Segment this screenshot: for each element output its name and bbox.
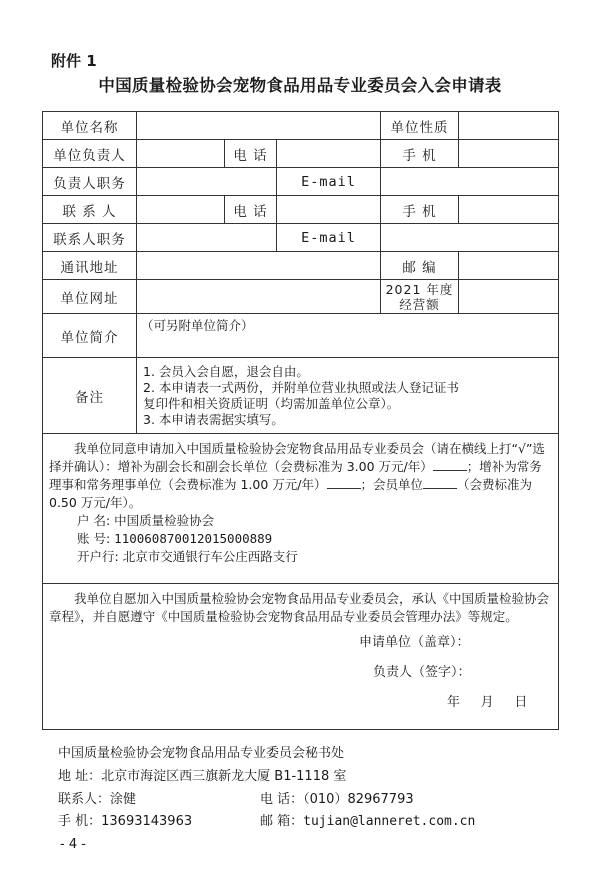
intro-hint: （可另附单位简介） <box>141 318 254 333</box>
mobile-label: 手 机 <box>381 140 459 168</box>
form-title: 中国质量检验协会宠物食品用品专业委员会入会申请表 <box>98 76 502 95</box>
phone-input[interactable] <box>277 140 381 168</box>
apply-text-1: 我单位同意申请加入中国质量检验协会宠物食品用品专业委员会（请在横线上打“√”选择并确认）：增补为副会长和副会长单位（会费标准为 3.00 万元/年） <box>49 441 545 474</box>
postcode-label: 邮 编 <box>381 252 459 280</box>
account-name-row <box>49 512 552 530</box>
intro-input[interactable] <box>137 314 559 358</box>
address-input[interactable] <box>137 252 381 280</box>
footer-mobile <box>58 810 192 829</box>
note-3: 3. 本申请表需据实填写。 <box>143 411 284 427</box>
footer-address-label: 地 址： <box>58 769 102 784</box>
footer-tel-label: 电 话： <box>260 792 304 807</box>
intro-label: 单位简介 <box>43 314 137 358</box>
bank-row <box>49 548 552 566</box>
footer-email <box>260 810 475 829</box>
email-input[interactable] <box>381 168 559 196</box>
address-label: 通讯地址 <box>43 252 137 280</box>
member-unit-option-blank[interactable] <box>423 476 457 489</box>
head-position-label: 负责人职务 <box>43 168 137 196</box>
footer-mobile-value: 13693143963 <box>101 814 193 829</box>
remarks-label: 备注 <box>43 358 137 434</box>
unit-nature-label: 单位性质 <box>381 112 459 140</box>
footer-contact-value: 涂健 <box>110 792 137 807</box>
membership-pledge <box>43 584 559 730</box>
unit-head-input[interactable] <box>137 140 225 168</box>
unit-nature-input[interactable] <box>459 112 559 140</box>
account-number-row <box>49 530 552 548</box>
mobile2-input[interactable] <box>459 196 559 224</box>
note-2b: 复印件和相关资质证明（均需加盖单位公章）。 <box>143 395 400 411</box>
bank-label: 开户行: <box>77 549 119 564</box>
contact-input[interactable] <box>137 196 225 224</box>
revenue-input[interactable] <box>459 280 559 314</box>
contact-label: 联 系 人 <box>43 196 137 224</box>
executive-director-option-blank[interactable] <box>327 476 361 489</box>
applicant-seal-label: 申请单位（盖章）： <box>359 635 470 650</box>
footer-email-value[interactable]: tujian@lanneret.com.cn <box>303 814 476 829</box>
unit-name-input[interactable] <box>137 112 381 140</box>
attachment-label: 附件 1 <box>51 52 97 70</box>
footer-contact-label: 联系人： <box>58 792 111 807</box>
mobile-input[interactable] <box>459 140 559 168</box>
phone-label: 电 话 <box>225 140 277 168</box>
unit-name-label: 单位名称 <box>43 112 137 140</box>
revenue-label-line1: 2021 年度 <box>385 281 454 297</box>
website-input[interactable] <box>137 280 381 314</box>
note-2a: 2. 本申请表一式两份，并附单位营业执照或法人登记证书 <box>143 379 459 395</box>
email-label: E-mail <box>277 168 381 196</box>
pledge-text: 我单位自愿加入中国质量检验协会宠物食品用品专业委员会，承认《中国质量检验协会章程》，并自愿遵守《中国质量检验协会宠物食品用品专业委员会管理办法》等规定。 <box>49 591 550 624</box>
page-number: - 4 - <box>60 837 86 852</box>
phone2-input[interactable] <box>277 196 381 224</box>
remarks-notes <box>137 358 559 434</box>
email2-input[interactable] <box>381 224 559 252</box>
apply-text-3: ；会员单位 <box>360 477 424 492</box>
application-form <box>42 111 559 730</box>
phone2-label: 电 话 <box>225 196 277 224</box>
account-name-label: 户 名: <box>77 513 111 528</box>
email2-label: E-mail <box>277 224 381 252</box>
membership-application <box>43 434 559 584</box>
website-label: 单位网址 <box>43 280 137 314</box>
vice-president-option-blank[interactable] <box>433 458 467 471</box>
membership-options <box>49 440 552 512</box>
apply-text-2: ；增补为常务理事和常务理事单位（会费标准为 1.00 万元/年） <box>49 459 542 492</box>
bank-name: 北京市交通银行车公庄西路支行 <box>122 549 298 564</box>
revenue-label-line2: 经营额 <box>399 296 440 312</box>
sign-date: 年 月 日 <box>447 695 528 710</box>
contact-position-input[interactable] <box>137 224 277 252</box>
footer-org: 中国质量检验协会宠物食品用品专业委员会秘书处 <box>58 746 345 761</box>
contact-position-label: 联系人职务 <box>43 224 137 252</box>
footer-contact <box>58 788 136 807</box>
apply-text-4: （会费标准为 0.50 万元/年）。 <box>49 477 533 510</box>
footer-address-value: 北京市海淀区西三旗新龙大厦 B1-1118 室 <box>101 769 347 784</box>
postcode-input[interactable] <box>459 252 559 280</box>
account-number-label: 账 号: <box>77 531 111 546</box>
signer-label: 负责人（签字）： <box>373 665 471 680</box>
mobile2-label: 手 机 <box>381 196 459 224</box>
footer-email-label: 邮 箱： <box>260 814 304 829</box>
footer-tel-value: （010）82967793 <box>303 792 414 807</box>
head-position-input[interactable] <box>137 168 277 196</box>
account-number: 110060870012015000889 <box>114 531 273 546</box>
footer-address <box>58 765 346 784</box>
account-name: 中国质量检验协会 <box>114 513 215 528</box>
revenue-label <box>381 280 459 314</box>
footer-tel <box>260 788 414 807</box>
unit-head-label: 单位负责人 <box>43 140 137 168</box>
note-1: 1. 会员入会自愿，退会自由。 <box>143 363 309 379</box>
footer-mobile-label: 手 机： <box>58 814 102 829</box>
